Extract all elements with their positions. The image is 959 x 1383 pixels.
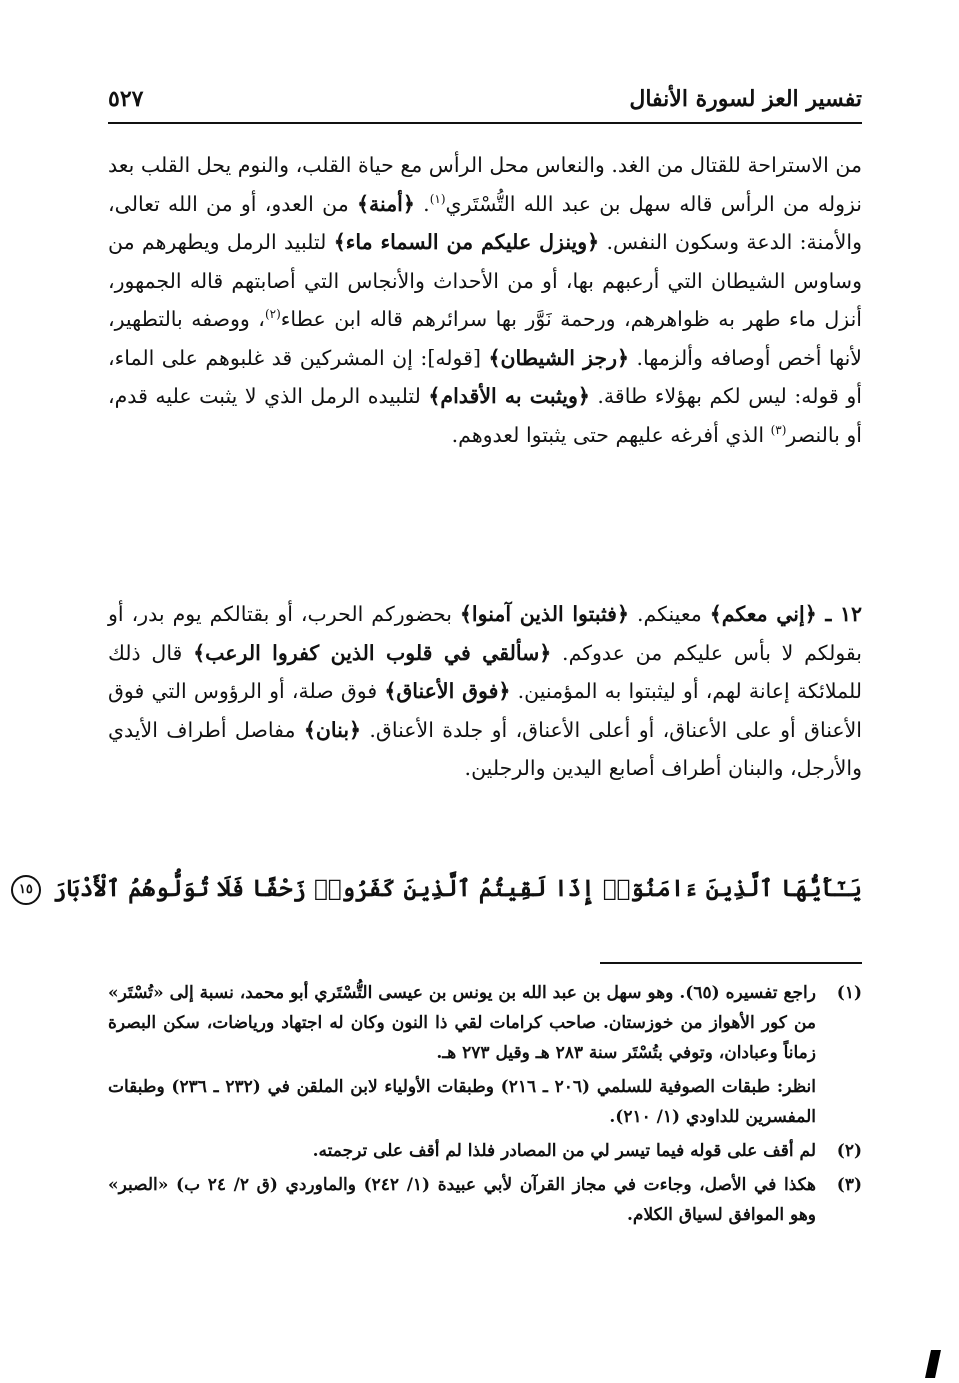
text-segment: من العدو، أو من الله تعالى، والأمنة: الدعة وسكون النفس. xyxy=(108,191,862,254)
quran-quote: ﴿سألقي في قلوب الذين كفروا الرعب﴾ xyxy=(193,640,552,665)
footnote-1-continued xyxy=(108,1072,862,1132)
footnote-number: (٢) xyxy=(836,1141,862,1161)
footnote-separator xyxy=(600,962,862,964)
footnote-text: هكذا في الأصل، وجاءت في مجاز القرآن لأبي عبيدة (١/ ٢٤٢) والماوردي (ق ٢/ ٢٤ ب) «الصبر» وهو الموافق لسياق الكلام. xyxy=(108,1175,816,1225)
quran-quote: ﴿بنان﴾ xyxy=(303,717,362,742)
text-segment: من الاستراحة للقتال من الغد. والنعاس محل الرأس مع حياة القلب، والنوم يحل القلب بعد نزوله من الرأس قاله سهل بن عبد الله التُّسْتَري xyxy=(108,153,862,216)
text-segment: لتلبيد الرمل ويطهرهم من وساوس الشيطان التي أرعبهم بها، أو من الأحداث والأنجاس التي أصابتهم قاله الجمهور، أنزل ماء طهر به ظواهرهم، ورحمة نَوَّر بها سرائرهم قاله ابن عطاء xyxy=(108,230,862,331)
quran-quote: ﴿ويثبت به الأقدام﴾ xyxy=(428,384,590,408)
footnote-number: (٣) xyxy=(836,1175,862,1195)
text-segment: ، ووصفه بالتطهير، لأنها أخص أوصافه وألزمها. xyxy=(108,307,863,370)
page-number: ٥٢٧ xyxy=(108,86,144,112)
quran-quote: ﴿فوق الأعناق﴾ xyxy=(384,679,511,703)
text-segment: قال ذلك للملائكة إعانة لهم، أو ليثبتوا به المؤمنين. xyxy=(108,640,862,703)
footnote-ref-1[interactable]: (١) xyxy=(429,191,446,206)
text-segment: لتلبيده الرمل الذي لا يثبت عليه قدم، أو بالنصر xyxy=(108,384,862,447)
quran-quote: ﴿إني معكم﴾ xyxy=(709,602,817,626)
text-segment: مفاصل أطراف الأيدي والأرجل، والبنان أطراف أصابع اليدين والرجلين. xyxy=(108,717,862,780)
quran-quote: ﴿فثبتوا الذين آمنوا﴾ xyxy=(459,602,629,626)
quran-verse-line xyxy=(18,875,862,905)
text-segment: الذي أفرغه عليهم حتى يثبتوا لعدوهم. xyxy=(451,422,771,447)
footnote-ref-2[interactable]: (٢) xyxy=(264,307,281,322)
footnote-text: لم أقف على قوله فيما تيسر لي من المصادر فلذا لم أقف على ترجمته. xyxy=(312,1141,816,1161)
quran-quote: ﴿رجز الشيطان﴾ xyxy=(488,345,630,370)
footnotes xyxy=(108,978,862,1234)
text-segment: فوق صلة، أو الرؤوس التي فوق الأعناق أو على الأعناق، أو أعلى الأعناق، أو جلدة الأعناق. xyxy=(108,679,863,742)
quran-quote: ﴿أمنة﴾ xyxy=(357,191,415,216)
footnote-1 xyxy=(108,978,862,1068)
text-segment: بحضوركم الحرب، أو بقتالكم يوم بدر، أو بقولكم لا بأس عليكم من عدوكم. xyxy=(108,602,863,665)
paragraph-commentary-2 xyxy=(108,595,862,788)
scan-edge-mark xyxy=(925,1350,941,1378)
footnote-2 xyxy=(108,1136,862,1166)
footnote-ref-3[interactable]: (٣) xyxy=(770,422,787,437)
footnote-text: انظر: طبقات الصوفية للسلمي (٢٠٦ ـ ٢١٦) وطبقات الأولياء لابن الملقن في (٢٣٢ ـ ٢٣٦) وطبقات المفسرين للداودي (١/ ٢١٠). xyxy=(108,1077,816,1127)
text-segment: معينكم. xyxy=(629,602,710,626)
page-header xyxy=(108,86,862,124)
footnote-text: راجع تفسيره (٦٥). وهو سهل بن عبد الله بن يونس بن عيسى التُّسْتَري أبو محمد، نسبة إلى «تُسْتَر» من كور الأهواز من خوزستان. صاحب كرامات لقي ذا النون وكان له اجتهاد ورياضات، سكن البصرة زماناً وعبادان، وتوفي بتُسْتَر سنة ٢٨٣ هـ وقيل ٢٧٣ هـ. xyxy=(108,983,816,1063)
running-title: تفسير العز لسورة الأنفال xyxy=(629,86,862,112)
paragraph-commentary-1 xyxy=(108,146,862,454)
quran-quote: ﴿وينزل عليكم من السماء ماء﴾ xyxy=(333,230,600,254)
verse-number: ١٢ ـ xyxy=(816,602,863,626)
ayah-number-ornament: ١٥ xyxy=(11,875,41,905)
footnote-number: (١) xyxy=(836,983,862,1003)
verse-text: يَـٰٓأَيُّهَا ٱلَّذِينَ ءَامَنُوٓا۟ إِذَا لَقِيتُمُ ٱلَّذِينَ كَفَرُوا۟ زَحْفًا فَلَا تُوَلُّوهُمُ ٱلْأَدْبَارَ xyxy=(52,875,862,902)
text-segment: [قوله]: إن المشركين قد غلبوهم على الماء، أو قوله: ليس لكم بهؤلاء طاقة. xyxy=(108,345,862,408)
footnote-3 xyxy=(108,1170,862,1230)
text-segment: . xyxy=(414,191,430,216)
